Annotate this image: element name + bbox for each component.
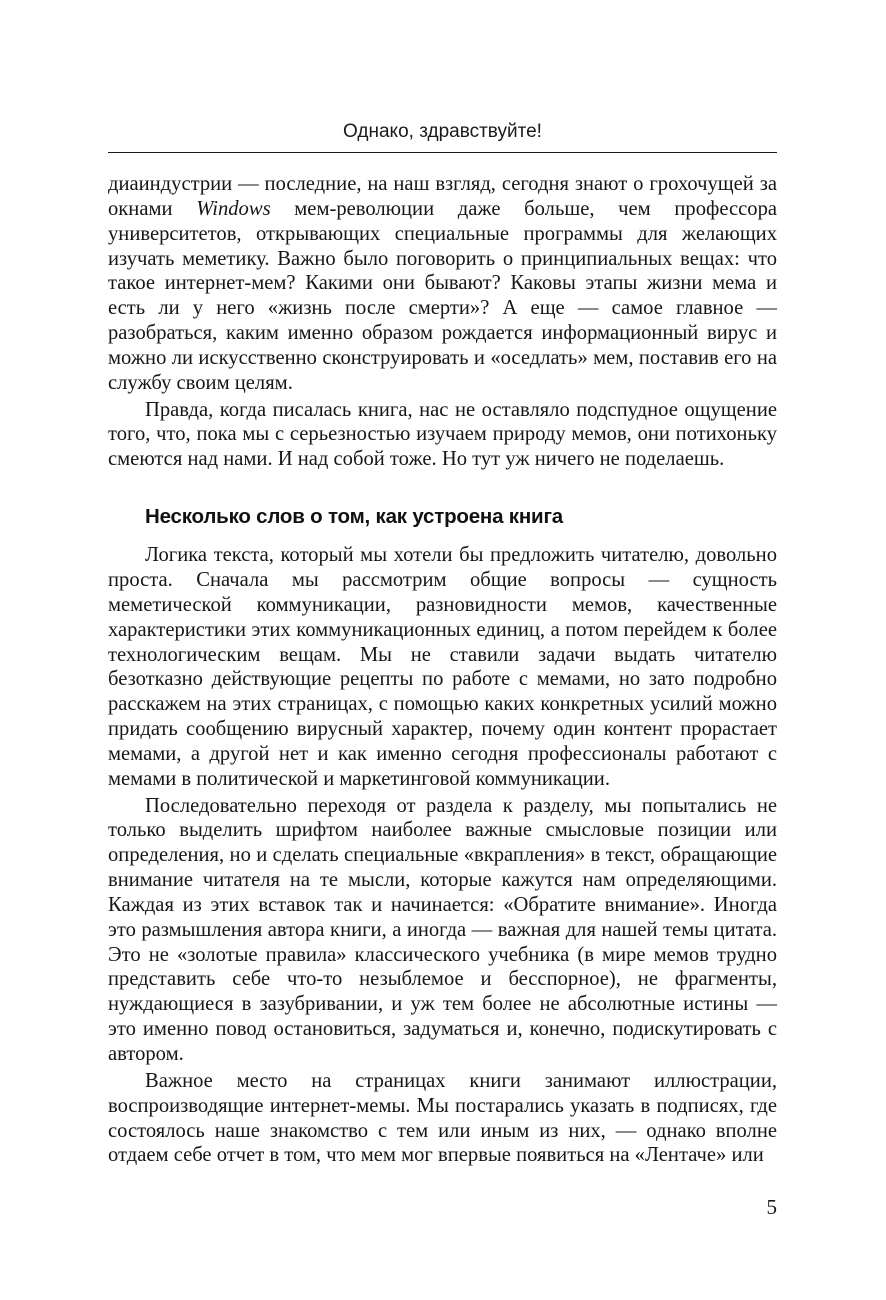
running-head-title: Однако, здравствуйте! xyxy=(343,121,542,142)
page-body xyxy=(108,172,777,1168)
page-number: 5 xyxy=(766,1195,777,1219)
paragraph: Правда, когда писалась книга, нас не оставляло подспудное ощущение того, что, пока мы с серьезностью изучаем природу мемов, они потихоньку смеются над нами. И над собой тоже. Но тут уж ничего не поделаешь. xyxy=(108,398,777,471)
italic-term: Windows xyxy=(196,197,271,220)
section-heading: Несколько слов о том, как устроена книга xyxy=(145,505,563,529)
paragraph: Важное место на страницах книги занимают иллюстрации, воспроизводящие интернет-мемы. Мы постарались указать в подписях, где состоялось наше знакомство с тем или иным из них, — однако вполне отдаем себе отчет в том, что мем мог впервые появиться на «Лентаче» или xyxy=(108,1069,777,1167)
header-rule xyxy=(108,152,777,153)
paragraph: Последовательно переходя от раздела к разделу, мы попытались не только выделить шрифтом наиболее важные смысловые позиции или определения, но и сделать специальные «вкрапления» в текст, обращающие внимание читателя на те мысли, которые кажутся нам определяющими. Каждая из этих вставок так и начинается: «Обратите внимание». Иногда это размышления автора книги, а иногда — важная для нашей темы цитата. Это не «золотые правила» классического учебника (в мире мемов трудно представить себе что-то незыблемое и бесспорное), не фрагменты, нуждающиеся в зазубривании, и уж тем более не абсолютные истины — это именно повод остановиться, задуматься и, конечно, подискутировать с автором. xyxy=(108,794,777,1065)
paragraph-continued xyxy=(108,172,777,396)
paragraph-text: мем-революции даже больше, чем профессора университетов, открывающих специальные программы для желающих изучать меметику. Важно было поговорить о принципиальных вещах: что такое интернет-мем? Какими они бывают? Каковы этапы жизни мема и есть ли у него «жизнь после смерти»? А еще — самое главное — разобраться, каким именно образом рождается информационный вирус и можно ли искусственно сконструировать и «оседлать» мем, поставив его на службу своим целям. xyxy=(108,197,778,394)
paragraph: Логика текста, который мы хотели бы предложить читателю, довольно проста. Сначала мы рассмотрим общие вопросы — сущность меметической коммуникации, разновидности мемов, качественные характеристики этих коммуникационных единиц, а потом перейдем к более технологическим вещам. Мы не ставили задачи выдать читателю безотказно действующие рецепты по работе с мемами, но зато подробно расскажем на этих страницах, с помощью каких конкретных усилий можно придать сообщению вирусный характер, почему один контент прорастает мемами, а другой нет и как именно сегодня профессионалы работают с мемами в политической и маркетинговой коммуникации. xyxy=(108,544,777,790)
paragraph-text: диаиндустрии — последние, на наш взгляд, сегодня знают о грохочущей за окнами xyxy=(108,173,777,220)
